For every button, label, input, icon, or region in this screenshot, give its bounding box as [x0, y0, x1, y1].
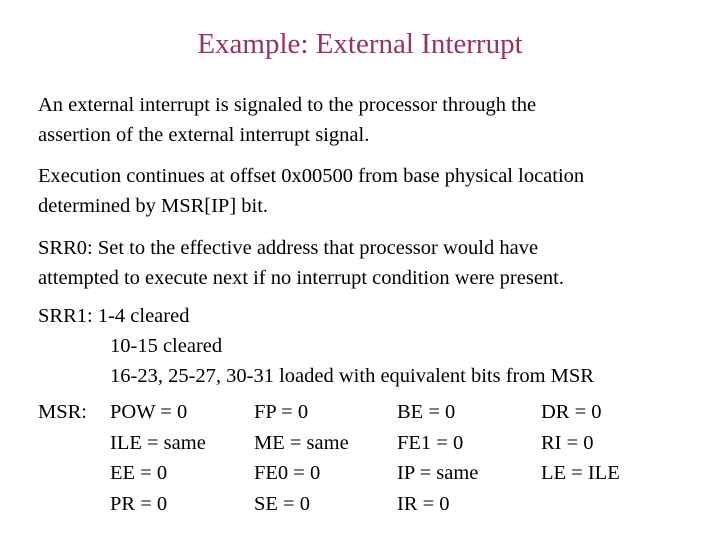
- msr-bit: SE = 0: [254, 492, 310, 515]
- msr-column: [397, 397, 478, 519]
- paragraph-external-interrupt: [38, 90, 698, 150]
- paragraph-line: assertion of the external interrupt signal.: [38, 124, 370, 146]
- msr-bit: FP = 0: [254, 401, 309, 423]
- msr-bit: IP = same: [397, 462, 479, 484]
- msr-bit: POW = 0: [110, 401, 188, 423]
- srr1-first-line: [38, 301, 698, 331]
- msr-bit: BE = 0: [397, 401, 456, 423]
- paragraph-line: attempted to execute next if no interrupt condition were present.: [38, 267, 564, 289]
- msr-bit: FE0 = 0: [254, 462, 321, 484]
- msr-label: MSR:: [38, 401, 87, 423]
- srr1-label: SRR1:: [38, 305, 93, 327]
- msr-bit: RI = 0: [541, 431, 594, 454]
- msr-column: [541, 397, 620, 489]
- msr-bit: LE = ILE: [541, 462, 620, 484]
- paragraph-execution: [38, 161, 698, 221]
- msr-bit: ME = same: [254, 431, 349, 454]
- msr-bit: PR = 0: [110, 492, 168, 515]
- srr1-line: 16-23, 25-27, 30-31 loaded with equivalent bits from MSR: [110, 365, 594, 387]
- srr1-block: [38, 301, 698, 391]
- slide-title: Example: External Interrupt: [197, 28, 523, 60]
- paragraph-srr0: [38, 233, 698, 293]
- paragraph-line: Execution continues at offset 0x00500 from base physical location: [38, 165, 585, 187]
- msr-bit: EE = 0: [110, 462, 168, 484]
- msr-column: [110, 397, 206, 519]
- paragraph-line: An external interrupt is signaled to the processor through the: [38, 94, 537, 116]
- msr-column: [254, 397, 349, 519]
- paragraph-line: determined by MSR[IP] bit.: [38, 195, 269, 217]
- msr-bit: ILE = same: [110, 431, 206, 454]
- srr1-line: 1-4 cleared: [97, 305, 190, 327]
- msr-bit: DR = 0: [541, 401, 602, 423]
- paragraph-line: SRR0: Set to the effective address that processor would have: [38, 237, 539, 259]
- msr-bit: IR = 0: [397, 492, 450, 515]
- msr-bit: FE1 = 0: [397, 431, 464, 454]
- srr1-line: 10-15 cleared: [110, 335, 223, 357]
